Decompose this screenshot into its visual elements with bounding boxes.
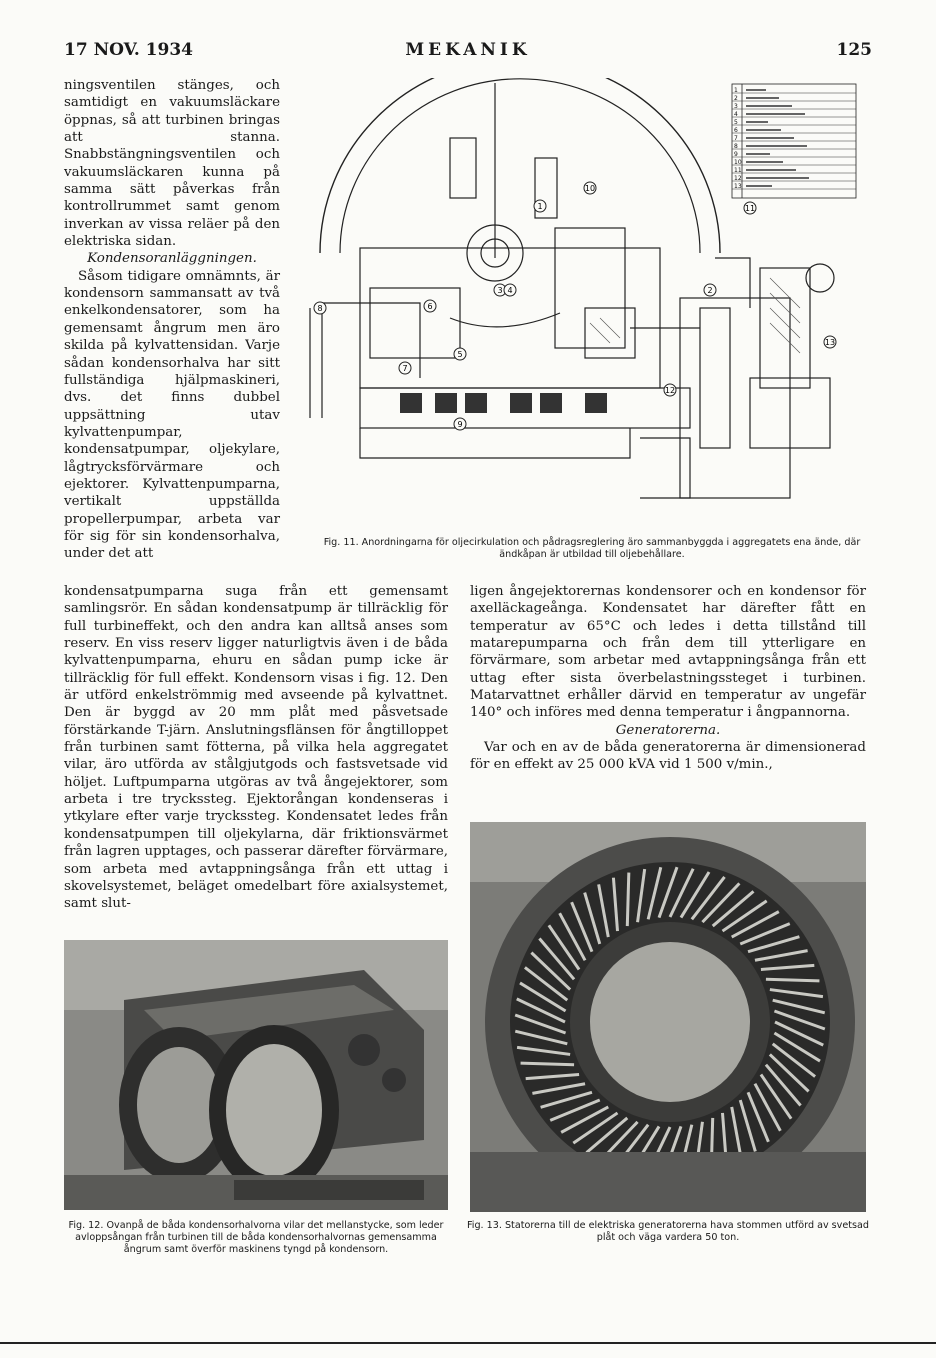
figure-12-photo — [64, 940, 448, 1210]
legend-number: 2 — [734, 95, 738, 102]
column-left-upper — [64, 77, 280, 563]
column-left-lower — [64, 583, 448, 913]
paragraph: kondensatpumparna suga från ett gemensamt samlingsrör. En sådan kondensatpump är tillräcklig för full turbineffekt, och den andra kan alltså anses som reserv. En viss reserv ligger naturligtvis även i de båda kylvattenpumparna, ehuru en sådan pump icke är tillräcklig för full effekt. Kondensorn visas i fig. 12. Den är utförd enkelströmmig med avseende på kylvattnet. Den är byggd av 20 mm plåt med påsvetsade förstärkande T-järn. Anslutningsflänsen för ångtilloppet från turbinen samt fötterna, på vilka hela aggregatet vilar, äro utförda av stålgjutgods och fastsvetsade vid höljet. Luftpumparna utgöras av två ångejektorer, som arbeta i tre tryckssteg. Ejektorångan kondenseras i ytkylare efter varje tryckssteg. Kondensatet ledes från kondensatpumpen till oljekylarna, där friktionsvärmet från lagren upptages, och passerar därefter förvärmare, som arbeta med avtappningsånga från ett uttag i skovelsystemet, beläget omedelbart före axialsystemet, samt slut- — [64, 584, 448, 912]
running-header-title: MEKANIK — [405, 40, 531, 60]
section-heading-kondensor: Kondensoranläggningen. — [87, 251, 257, 267]
paragraph: ligen ångejektorernas kondensorer och en kondensor för axelläckageånga. Kondensatet har därefter fått en temperatur av 65°C och ledes i detta tillstånd till matarepumparna och från dem till ytterligare en förvärmare, som arbetar med avtappningsånga från ett uttag efter sista överbelastningssteget i turbinen. Matarvattnet erhåller därvid en temperatur av ungefär 140° och införes med denna temperatur i ångpannorna. — [470, 584, 866, 721]
legend-number: 4 — [734, 111, 738, 118]
figure-11-caption: Fig. 11. Anordningarna för oljecirkulation och pådragsreglering äro sammanbyggda i aggregatets ena ände, där ändkåpan är utbildad till oljebehållare. — [323, 537, 861, 560]
callout-number: 4 — [507, 286, 513, 295]
paragraph: Var och en av de båda generatorerna är dimensionerad för en effekt av 25 000 kVA vid 1 500 v/min., — [470, 740, 866, 773]
legend-number: 11 — [734, 167, 742, 174]
callout-number: 5 — [457, 350, 463, 359]
paragraph: ningsventilen stänges, och samtidigt en vakuumsläckare öppnas, så att turbinen bringas att stanna. Snabbstängningsventilen och vakuumsläckaren kunna på samma sätt påverkas från kontrollrummet samt genom inverkan av vissa reläer på den elektriska sidan. — [64, 78, 280, 250]
paragraph: Såsom tidigare omnämnts, är kondensorn sammansatt av två enkelkondensatorer, som ha gemensamt ångrum men äro skilda på kylvattensidan. Varje sådan kondensorhalva har sitt fullständiga hjälpmaskineri, dvs. det finns dubbel uppsättning utav kylvattenpumpar, kondensatpumpar, oljekylare, lågtrycksförvärmare och ejektorer. Kylvattenpumparna, vertikalt uppställda propellerpumpar, arbeta var för sig för sin kondensorhalva, under det att — [64, 268, 280, 562]
figure-13-caption: Fig. 13. Statorerna till de elektriska generatorerna hava stommen utförd av svetsad plåt och väga vardera 50 ton. — [466, 1220, 869, 1243]
callout-number: 13 — [824, 338, 836, 347]
callout-number: 6 — [427, 302, 433, 311]
callout-number: 10 — [584, 184, 596, 193]
figure-12-caption: Fig. 12. Ovanpå de båda kondensorhalvorna vilar det mellanstycke, som leder avloppsångan från turbinen till de båda kondensorhalvornas gemensamma ångrum samt överför maskinens tyngd på kondensorn. — [68, 1220, 444, 1255]
callout-number: 9 — [457, 420, 463, 429]
callout-number: 2 — [707, 286, 713, 295]
callout-number: 3 — [497, 286, 503, 295]
callout-number: 7 — [402, 364, 408, 373]
turbine-section-drawing — [300, 78, 862, 508]
column-right — [470, 583, 866, 774]
legend-number: 5 — [734, 119, 738, 126]
callout-number: 8 — [317, 304, 323, 313]
legend-number: 13 — [734, 183, 742, 190]
section-heading-generatorerna: Generatorerna. — [615, 722, 721, 738]
stator-photo — [470, 822, 866, 1212]
page-number: 125 — [836, 40, 872, 60]
legend-number: 10 — [734, 159, 742, 166]
callout-number: 1 — [537, 202, 543, 211]
callout-number: 11 — [744, 204, 756, 213]
legend-number: 3 — [734, 103, 738, 110]
legend-number: 6 — [734, 127, 738, 134]
figure-13-photo — [470, 822, 866, 1212]
figure-11-drawing — [300, 78, 862, 508]
callout-number: 12 — [664, 386, 676, 395]
legend-number: 1 — [734, 87, 738, 94]
condenser-photo — [64, 940, 448, 1210]
legend-number: 9 — [734, 151, 738, 158]
legend-number: 7 — [734, 135, 738, 142]
legend-number: 12 — [734, 175, 742, 182]
page-bottom-rule — [0, 1342, 936, 1344]
running-header-date: 17 NOV. 1934 — [64, 40, 193, 60]
legend-number: 8 — [734, 143, 738, 150]
